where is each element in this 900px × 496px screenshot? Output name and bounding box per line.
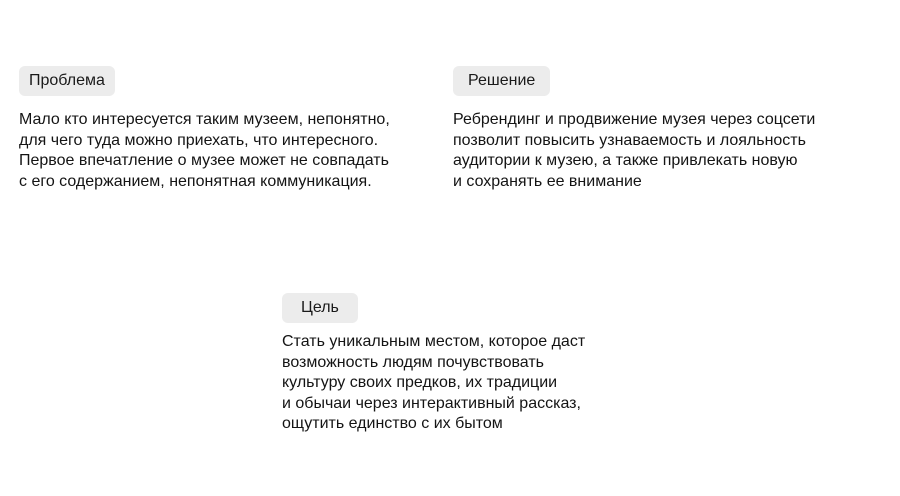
solution-text (453, 110, 815, 192)
solution-section (453, 66, 815, 192)
problem-section (19, 66, 390, 192)
goal-label: Цель (282, 293, 358, 323)
solution-line: и сохранять ее внимание (453, 172, 642, 190)
goal-section (282, 293, 585, 435)
solution-label: Решение (453, 66, 550, 96)
goal-line: культуру своих предков, их традиции (282, 374, 558, 391)
problem-label: Проблема (19, 66, 115, 96)
goal-line: возможность людям почувствовать (282, 353, 545, 371)
solution-line: аудитории к музею, а также привлекать новую (453, 152, 798, 169)
problem-text (19, 110, 390, 192)
goal-line: и обычаи через интерактивный рассказ, (282, 394, 581, 412)
solution-line: Ребрендинг и продвижение музея через соцсети (453, 111, 816, 128)
problem-line: для чего туда можно приехать, что интересного. (19, 131, 379, 149)
problem-line: Мало кто интересуется таким музеем, непонятно, (19, 111, 390, 128)
goal-text (282, 332, 585, 435)
problem-line: с его содержанием, непонятная коммуникация. (19, 172, 372, 190)
goal-line: Стать уникальным местом, которое даст (282, 333, 586, 350)
problem-line: Первое впечатление о музее может не совпадать (19, 152, 389, 169)
goal-line: ощутить единство с их бытом (282, 415, 503, 432)
solution-line: позволит повысить узнаваемость и лояльность (453, 131, 806, 149)
